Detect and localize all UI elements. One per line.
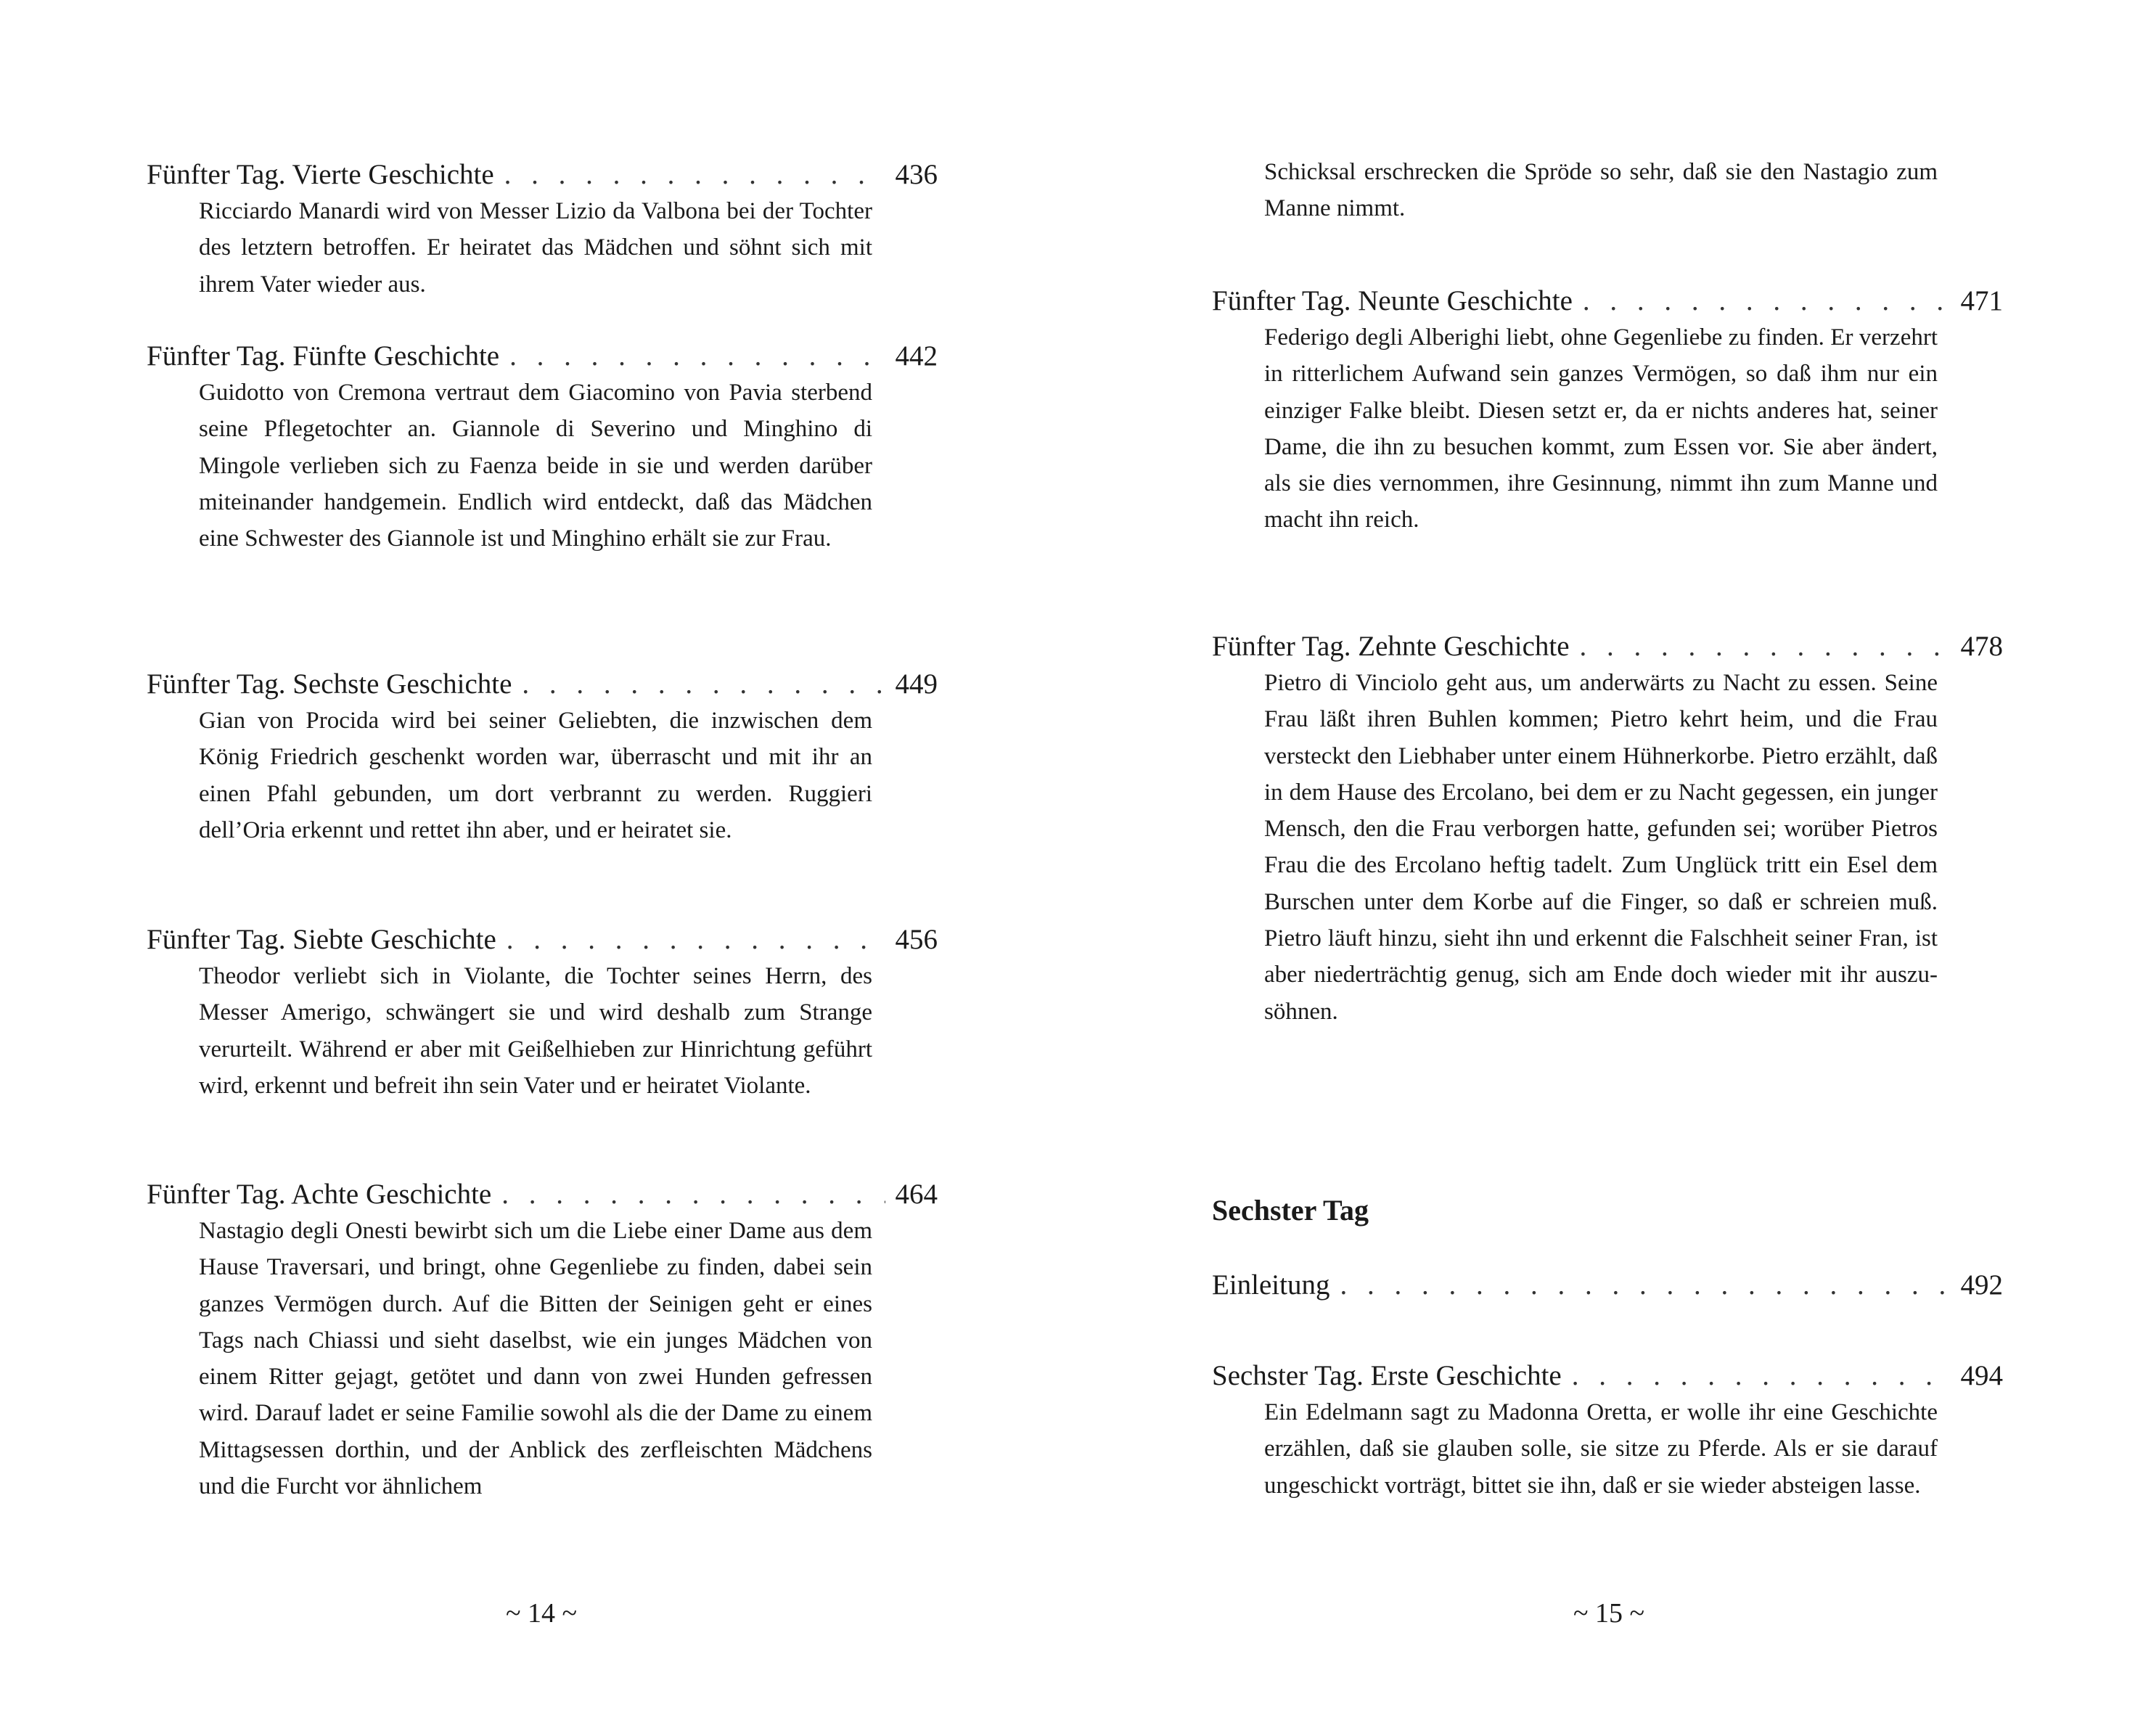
toc-entry-summary: Federigo degli Alberighi liebt, ohne Gegenliebe zu finden. Er verzehrt in ritterlichem Aufwand sein ganzes Vermögen, so daß ihm nur ein einziger Falke bleibt. Diesen setzt er, da er nichts anderes hat, seiner Dame, die ihn zu besuchen kommt, zum Essen vor. Sie aber ändert, als sie dies vernommen, ihre Gesinnung, nimmt ihn zum Manne und macht ihn reich.	[1264, 324, 1938, 533]
toc-entry-title: Einleitung	[1212, 1269, 1330, 1301]
left-page	[0, 0, 1071, 1736]
dot-leader	[1572, 1358, 1951, 1394]
toc-entry-title: Fünfter Tag. Neunte Geschichte	[1212, 285, 1573, 316]
toc-entry-page-number: 494	[1960, 1360, 2003, 1391]
toc-entry-title: Fünfter Tag. Zehnte Geschichte	[1212, 631, 1570, 662]
toc-entry-page-number: 442	[895, 340, 938, 372]
page-number-folio: ~ 14 ~	[505, 1598, 578, 1629]
toc-entry-heading	[147, 157, 938, 193]
toc-entry[interactable]	[1212, 629, 2003, 1030]
dot-leader	[1583, 283, 1951, 319]
toc-entry-summary: Ricciardo Manardi wird von Messer Lizio da Valbona bei der Tochter des letztern betroffen. Er heiratet das Mädchen und söhnt sich mit ihrem Vater wieder aus.	[199, 198, 872, 298]
toc-entry-heading	[1212, 629, 2003, 665]
dot-leader	[504, 157, 885, 193]
toc-entry-intro[interactable]	[1212, 1267, 2003, 1303]
dot-leader	[507, 922, 885, 958]
toc-entry-heading	[1212, 1267, 2003, 1303]
toc-entry-summary: Theodor verliebt sich in Violante, die Tochter seines Herrn, des Messer Amerigo, schwängert sie und wird deshalb zum Strange verurteilt. Während er aber mit Geißelhieben zur Hinrichtung geführt wird, erkennt und befreit ihn sein Vater und er heiratet Violante.	[199, 963, 872, 1099]
toc-entry-summary: Gian von Procida wird bei seiner Geliebten, die inzwischen dem König Friedrich geschenkt worden war, überrascht und mit ihr an einen Pfahl gebunden, um dort verbrannt zu werden. Ruggieri dell’Oria erkennt und rettet ihn aber, und er heiratet sie.	[199, 708, 872, 843]
toc-entry[interactable]	[147, 1176, 938, 1504]
toc-entry-heading	[147, 338, 938, 374]
toc-entry-title: Fünfter Tag. Siebte Geschichte	[147, 924, 496, 955]
dot-leader	[1340, 1267, 1950, 1303]
right-page	[1071, 0, 2143, 1736]
toc-entry[interactable]	[147, 666, 938, 848]
toc-entry-heading	[1212, 1358, 2003, 1394]
page-number-folio: ~ 15 ~	[1573, 1598, 1645, 1629]
toc-entry-page-number: 464	[895, 1179, 938, 1210]
toc-entry-page-number: 456	[895, 924, 938, 955]
dot-leader	[501, 1176, 885, 1213]
toc-entry-heading	[1212, 283, 2003, 319]
toc-entry-title: Fünfter Tag. Sechste Geschichte	[147, 668, 512, 700]
toc-entry-summary: Ein Edelmann sagt zu Madonna Oretta, er wolle ihr eine Geschichte erzählen, daß sie glauben solle, sie sitze zu Pferde. Als er sie darauf ungeschickt vorträgt, bittet sie ihn, daß er sie wieder absteigen lasse.	[1264, 1399, 1938, 1499]
toc-entry-title: Fünfter Tag. Fünfte Geschichte	[147, 340, 500, 372]
toc-entry[interactable]	[147, 157, 938, 303]
toc-entry[interactable]	[1212, 1358, 2003, 1504]
toc-entry-heading	[147, 1176, 938, 1213]
toc-entry[interactable]	[147, 338, 938, 557]
toc-entry-summary: Nastagio degli Onesti bewirbt sich um die Liebe einer Dame aus dem Hause Traversari, und bringt, ohne Gegenliebe zu finden, dabei sein ganzes Vermögen durch. Auf die Bitten der Seinigen geht er eines Tags nach Chiassi und sieht daselbst, wie ein junges Mädchen von einem Ritter gejagt, getötet und dann von zwei Hunden gefressen wird. Darauf ladet er seine Familie sowohl als die der Dame zu einem Mittagsessen dorthin, und der Anblick des zerfleischten Mädchens und die Furcht vor ähnlichem	[199, 1218, 872, 1500]
toc-entry-page-number: 449	[895, 668, 938, 700]
toc-entry-title: Sechster Tag. Erste Geschichte	[1212, 1360, 1562, 1391]
toc-entry-summary: Pietro di Vinciolo geht aus, um anderwärts zu Nacht zu essen. Seine Frau läßt ihren Buhlen kommen; Pietro kehrt heim, und die Frau versteckt den Liebhaber unter einem Hühnerkorbe. Pietro erzählt, daß in dem Hause des Ercolano, bei dem er zu Nacht gegessen, ein junger Mensch, den die Frau verborgen hatte, gefunden sei; worüber Pietros Frau die des Ercolano heftig tadelt. Zum Unglück tritt ein Esel dem Burschen unter dem Korbe auf die Finger, so daß er schreien muß. Pietro läuft hinzu, sieht ihn und erkennt die Falschheit seiner Fran, ist aber niederträchtig genug, sich am Ende doch wieder mit ihr auszusöhnen.	[1264, 670, 1938, 1025]
dot-leader	[522, 666, 885, 703]
toc-entry-page-number: 471	[1960, 285, 2003, 316]
toc-entry-heading	[147, 922, 938, 958]
toc-entry[interactable]	[147, 922, 938, 1104]
toc-entry-page-number: 492	[1960, 1269, 2003, 1301]
toc-entry-heading	[147, 666, 938, 703]
summary-continuation: Schicksal erschrecken die Spröde so sehr, daß sie den Nastagio zum Manne nimmt.	[1264, 159, 1938, 222]
toc-entry-title: Fünfter Tag. Vierte Geschichte	[147, 159, 494, 190]
toc-entry-title: Fünfter Tag. Achte Geschichte	[147, 1179, 492, 1210]
dot-leader	[1580, 629, 1951, 665]
toc-entry[interactable]	[1212, 283, 2003, 539]
toc-entry-page-number: 478	[1960, 631, 2003, 662]
section-heading: Sechster Tag	[1212, 1194, 1369, 1227]
toc-entry-page-number: 436	[895, 159, 938, 190]
dot-leader	[509, 338, 885, 374]
toc-entry-summary: Guidotto von Cremona vertraut dem Giacomino von Pavia sterbend seine Pflegetochter an. Giannole di Severino und Minghino di Mingole verlieben sich zu Faenza beide in sie und werden darüber miteinander handgemein. Endlich wird entdeckt, daß das Mädchen eine Schwester des Giannole ist und Minghino erhält sie zur Frau.	[199, 380, 872, 552]
